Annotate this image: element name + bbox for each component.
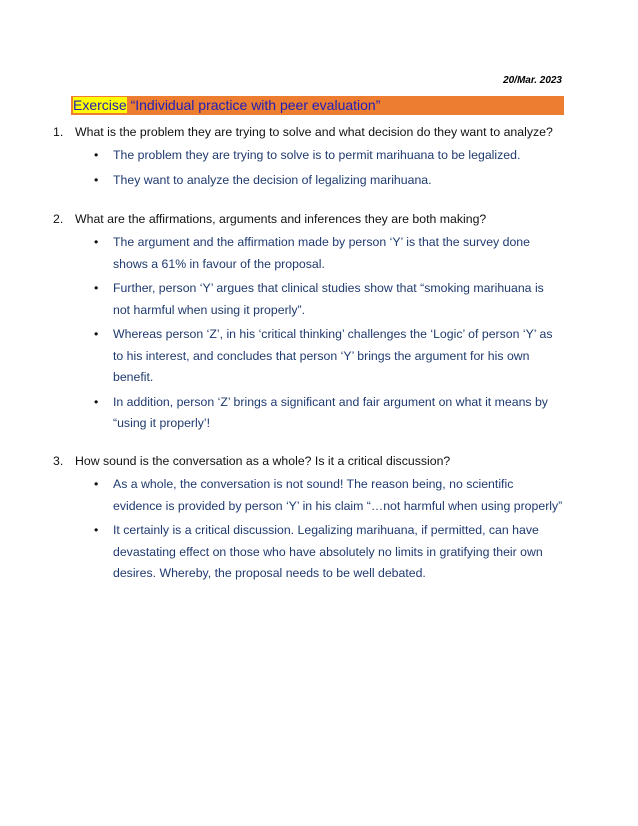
question-number: 2.	[53, 212, 64, 226]
question-text: What is the problem they are trying to solve and what decision do they want to analyze?	[75, 125, 553, 139]
question-number: 3.	[53, 454, 64, 468]
bullet-icon: •	[94, 148, 99, 162]
bullet-icon: •	[94, 235, 99, 249]
bullet-icon: •	[94, 327, 99, 341]
question-text: What are the affirmations, arguments and inferences they are both making?	[75, 212, 487, 226]
question-1	[53, 125, 553, 139]
list-item: • The problem they are trying to solve is to permit marihuana to be legalized.	[94, 145, 564, 167]
list-item: • It certainly is a critical discussion. Legalizing marihuana, if permitted, can have devastating effect on those who have absolutely no limits in gratifying their own desires. Whereby, the proposal needs to be well debated.	[94, 520, 564, 585]
bullet-icon: •	[94, 477, 99, 491]
bullet-icon: •	[94, 394, 99, 409]
exercise-title: “Individual practice with peer evaluation”	[130, 97, 381, 113]
list-item: • In addition, person ‘Z’ brings a significant and fair argument on what it means by “using it properly’!	[94, 392, 564, 435]
answer-list-3	[94, 474, 564, 588]
question-2	[53, 212, 486, 226]
exercise-label: Exercise	[73, 97, 127, 113]
exercise-banner	[71, 96, 564, 115]
bullet-icon: •	[94, 281, 99, 295]
document-date: 20/Mar. 2023	[503, 75, 562, 86]
list-item: • They want to analyze the decision of legalizing marihuana.	[94, 170, 564, 192]
question-3	[53, 454, 450, 468]
question-text: How sound is the conversation as a whole? Is it a critical discussion?	[75, 454, 451, 468]
list-item: • Whereas person ‘Z’, in his ‘critical thinking’ challenges the ‘Logic’ of person ‘Y’ as to his interest, and concludes that person ‘Y’ brings the argument for his own benefit.	[94, 324, 564, 389]
question-number: 1.	[53, 125, 64, 139]
answer-list-1	[94, 145, 564, 194]
bullet-icon: •	[94, 523, 99, 537]
list-item: • Further, person ‘Y’ argues that clinical studies show that “smoking marihuana is not harmful when using it properly”.	[94, 278, 564, 321]
bullet-icon: •	[94, 172, 99, 187]
list-item: • The argument and the affirmation made by person ‘Y’ is that the survey done shows a 61% in favour of the proposal.	[94, 232, 564, 275]
answer-list-2	[94, 232, 564, 438]
list-item: • As a whole, the conversation is not sound! The reason being, no scientific evidence is provided by person ‘Y’ in his claim “…not harmful when using properly”	[94, 474, 564, 517]
